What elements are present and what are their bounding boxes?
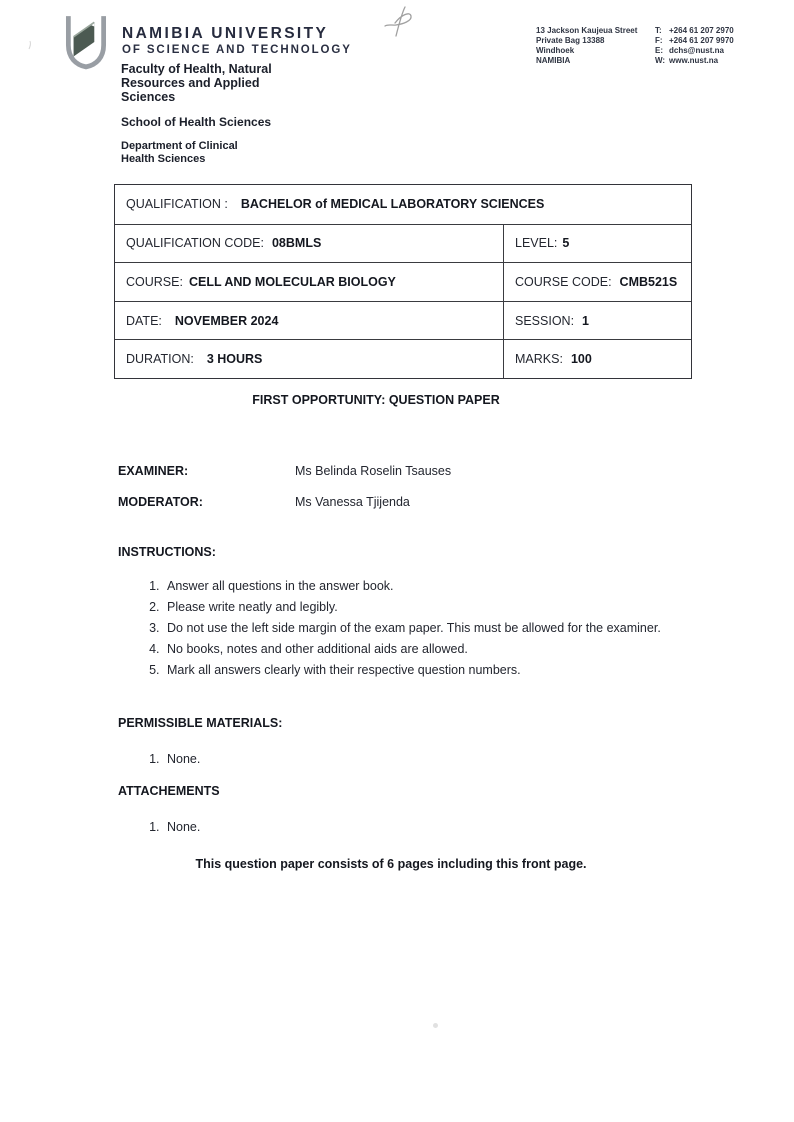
qualification-code-value: 08BMLS [271,236,322,251]
attachment-item: 1. None. [163,818,200,837]
page-count-note: This question paper consists of 6 pages including this front page. [195,857,587,871]
marks-label: MARKS: [515,352,563,367]
attachments-list [141,818,200,839]
school-name: School of Health Sciences [121,115,272,129]
course-cell [115,263,503,301]
address-line: NAMIBIA [536,56,571,65]
permissible-material-item: 1. None. [163,750,200,769]
marks-value: 100 [570,352,592,367]
instruction-item: 2. Please write neatly and legibly. [163,598,711,617]
table-row [115,301,691,340]
instructions-list [141,577,711,682]
opportunity-heading: FIRST OPPORTUNITY: QUESTION PAPER [252,393,500,407]
instruction-item: 1. Answer all questions in the answer book. [163,577,711,596]
handwritten-pen-mark [374,3,424,41]
table-row [115,339,691,378]
duration-label: DURATION: [126,352,194,367]
contact-phone [655,26,734,36]
course-value: CELL AND MOLECULAR BIOLOGY [188,274,396,289]
instructions-title: INSTRUCTIONS: [118,545,216,559]
duration-cell [115,340,503,378]
exam-details-table [114,184,692,379]
qualification-code-cell [115,225,503,263]
table-row [115,262,691,301]
contact-details [655,26,734,66]
department-name: Department of Clinical Health Sciences [121,140,238,166]
date-label: DATE: [126,313,162,328]
contact-address [536,26,637,66]
permissible-materials-list [141,750,200,771]
contact-fax [655,36,734,46]
instruction-item: 5. Mark all answers clearly with their respective question numbers. [163,661,711,680]
address-line: 13 Jackson Kaujeua Street [536,26,638,35]
university-name-line1: NAMIBIA UNIVERSITY [122,25,329,42]
email-value: dchs@nust.na [669,46,724,55]
address-line: Private Bag 13388 [536,36,605,45]
table-row-qualification [115,185,691,224]
session-value: 1 [582,313,589,328]
instruction-item: 4. No books, notes and other additional aids are allowed. [163,640,711,659]
contact-web [655,56,734,66]
moderator-name: Ms Vanessa Tjijenda [295,495,410,509]
fax-value: +264 61 207 9970 [669,36,734,45]
course-code-value: CMB521S [619,274,678,289]
faculty-name: Faculty of Health, Natural Resources and Applied Sciences [121,62,272,104]
qualification-label: QUALIFICATION : [126,197,228,212]
date-value: NOVEMBER 2024 [174,313,279,328]
course-label: COURSE: [126,274,183,289]
contact-email [655,46,734,56]
course-code-label: COURSE CODE: [515,274,612,289]
duration-value: 3 HOURS [206,352,263,367]
attachments-title: ATTACHEMENTS [118,784,220,798]
course-code-cell [503,263,691,301]
examiner-label: EXAMINER: [118,464,189,478]
session-label: SESSION: [515,313,575,328]
address-line: Windhoek [536,46,575,55]
qualification-value: BACHELOR of MEDICAL LABORATORY SCIENCES [240,197,545,212]
nust-logo-icon [60,14,112,70]
phone-value: +264 61 207 2970 [669,26,734,35]
qualification-code-label: QUALIFICATION CODE: [126,236,264,251]
instruction-item: 3. Do not use the left side margin of the exam paper. This must be allowed for the examiner. [163,619,711,638]
table-row [115,224,691,263]
qualification-cell [115,185,691,224]
scan-speck [433,1023,438,1028]
fax-label: F: [655,36,663,45]
email-label: E: [655,46,663,55]
phone-label: T: [655,26,662,35]
level-value: 5 [562,236,570,251]
level-label: LEVEL: [515,236,558,251]
date-cell [115,302,503,340]
university-name-line2: OF SCIENCE AND TECHNOLOGY [122,44,352,56]
web-value: www.nust.na [669,56,719,65]
level-cell [503,225,691,263]
permissible-materials-title: PERMISSIBLE MATERIALS: [118,716,283,730]
examiner-name: Ms Belinda Roselin Tsauses [295,464,452,478]
session-cell [503,302,691,340]
marks-cell [503,340,691,378]
scan-speck [27,40,35,50]
moderator-label: MODERATOR: [118,495,203,509]
web-label: W: [655,56,666,65]
